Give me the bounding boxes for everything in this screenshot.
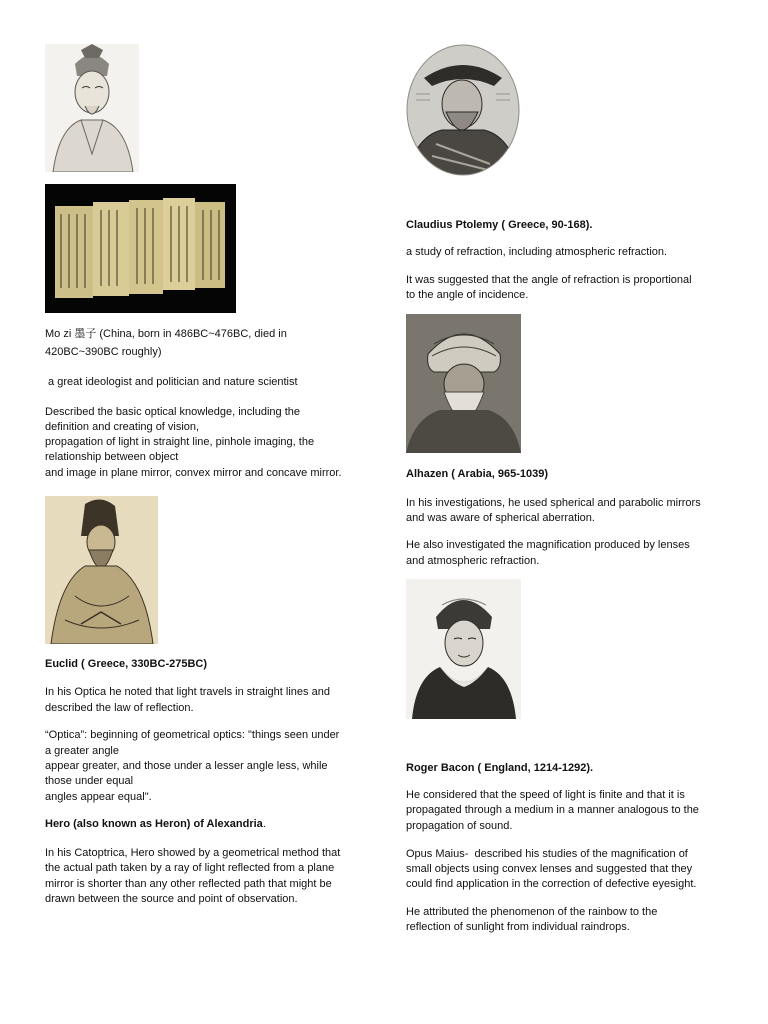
euclid-optica-line1: In his Optica he noted that light travels in straight lines and [45,686,330,698]
alhazen-portrait [406,314,521,453]
hero-line2: the actual path taken by a ray of light reflected from a plane [45,862,335,874]
bacon-speed-line2: propagated through a medium in a manner analogous to the [406,804,699,816]
alhazen-magnification-line2: and atmospheric refraction. [406,555,540,567]
alhazen-heading: Alhazen ( Arabia, 965-1039) [406,468,549,480]
euclid-quote-line4: those under equal [45,775,134,787]
mozi-description: a great ideologist and politician and nature scientist [45,376,298,388]
hero-heading-text: Hero (also known as Heron) of Alexandria [45,818,263,830]
euclid-portrait [45,496,158,644]
bacon-heading: Roger Bacon ( England, 1214-1292). [406,762,594,774]
mozi-knowledge-line5: and image in plane mirror, convex mirror and concave mirror. [45,467,342,479]
euclid-heading: Euclid ( Greece, 330BC-275BC) [45,658,208,670]
mozi-knowledge-line4: relationship between object [45,451,179,463]
mozi-knowledge-line2: definition and creating of vision, [45,421,200,433]
bacon-rainbow-line1: He attributed the phenomenon of the rainbow to the [406,906,658,918]
alhazen-mirrors-line2: and was aware of spherical aberration. [406,512,595,524]
euclid-quote-line2: a greater angle [45,745,119,757]
bacon-opus-line2: small objects using convex lenses and suggested that they [406,863,693,875]
mozi-knowledge-line1: Described the basic optical knowledge, including the [45,406,300,418]
bacon-opus-line1: Opus Maius- described his studies of the magnification of [406,848,688,860]
euclid-quote-line3: appear greater, and those under a lesser angle less, while [45,760,328,772]
bacon-opus-line3: could find application in the correction of defective eyesight. [406,878,697,890]
hero-heading [45,816,266,832]
alhazen-mirrors-line1: In his investigations, he used spherical and parabolic mirrors [406,497,701,509]
mozi-name-line1: Mo zi 墨子 (China, born in 486BC~476BC, died in [45,328,287,340]
mozi-name-line2: 420BC~390BC roughly) [45,346,162,358]
hero-line1: In his Catoptrica, Hero showed by a geometrical method that [45,847,341,859]
ptolemy-portrait [406,44,520,177]
hero-line4: drawn between the source and point of observation. [45,893,298,905]
bamboo-book-image [45,184,236,313]
euclid-quote-line5: angles appear equal". [45,791,152,803]
euclid-quote-line1: “Optica”: beginning of geometrical optics: "things seen under [45,729,340,741]
mozi-knowledge-line3: propagation of light in straight line, pinhole imaging, the [45,436,315,448]
alhazen-magnification-line1: He also investigated the magnification produced by lenses [406,539,690,551]
mozi-portrait [45,44,139,172]
hero-line3: mirror is shorter than any other reflected path that might be [45,878,332,890]
ptolemy-angle-line2: to the angle of incidence. [406,289,529,301]
ptolemy-heading: Claudius Ptolemy ( Greece, 90-168). [406,219,593,231]
bacon-rainbow-line2: reflection of sunlight from individual raindrops. [406,921,630,933]
bacon-speed-line1: He considered that the speed of light is finite and that it is [406,789,685,801]
ptolemy-angle-line1: It was suggested that the angle of refraction is proportional [406,274,692,286]
bacon-portrait [406,579,521,719]
bacon-speed-line3: propagation of sound. [406,820,513,832]
euclid-optica-line2: described the law of reflection. [45,702,194,714]
hero-heading-period: . [262,818,266,830]
ptolemy-refraction-study: a study of refraction, including atmospheric refraction. [406,246,668,258]
